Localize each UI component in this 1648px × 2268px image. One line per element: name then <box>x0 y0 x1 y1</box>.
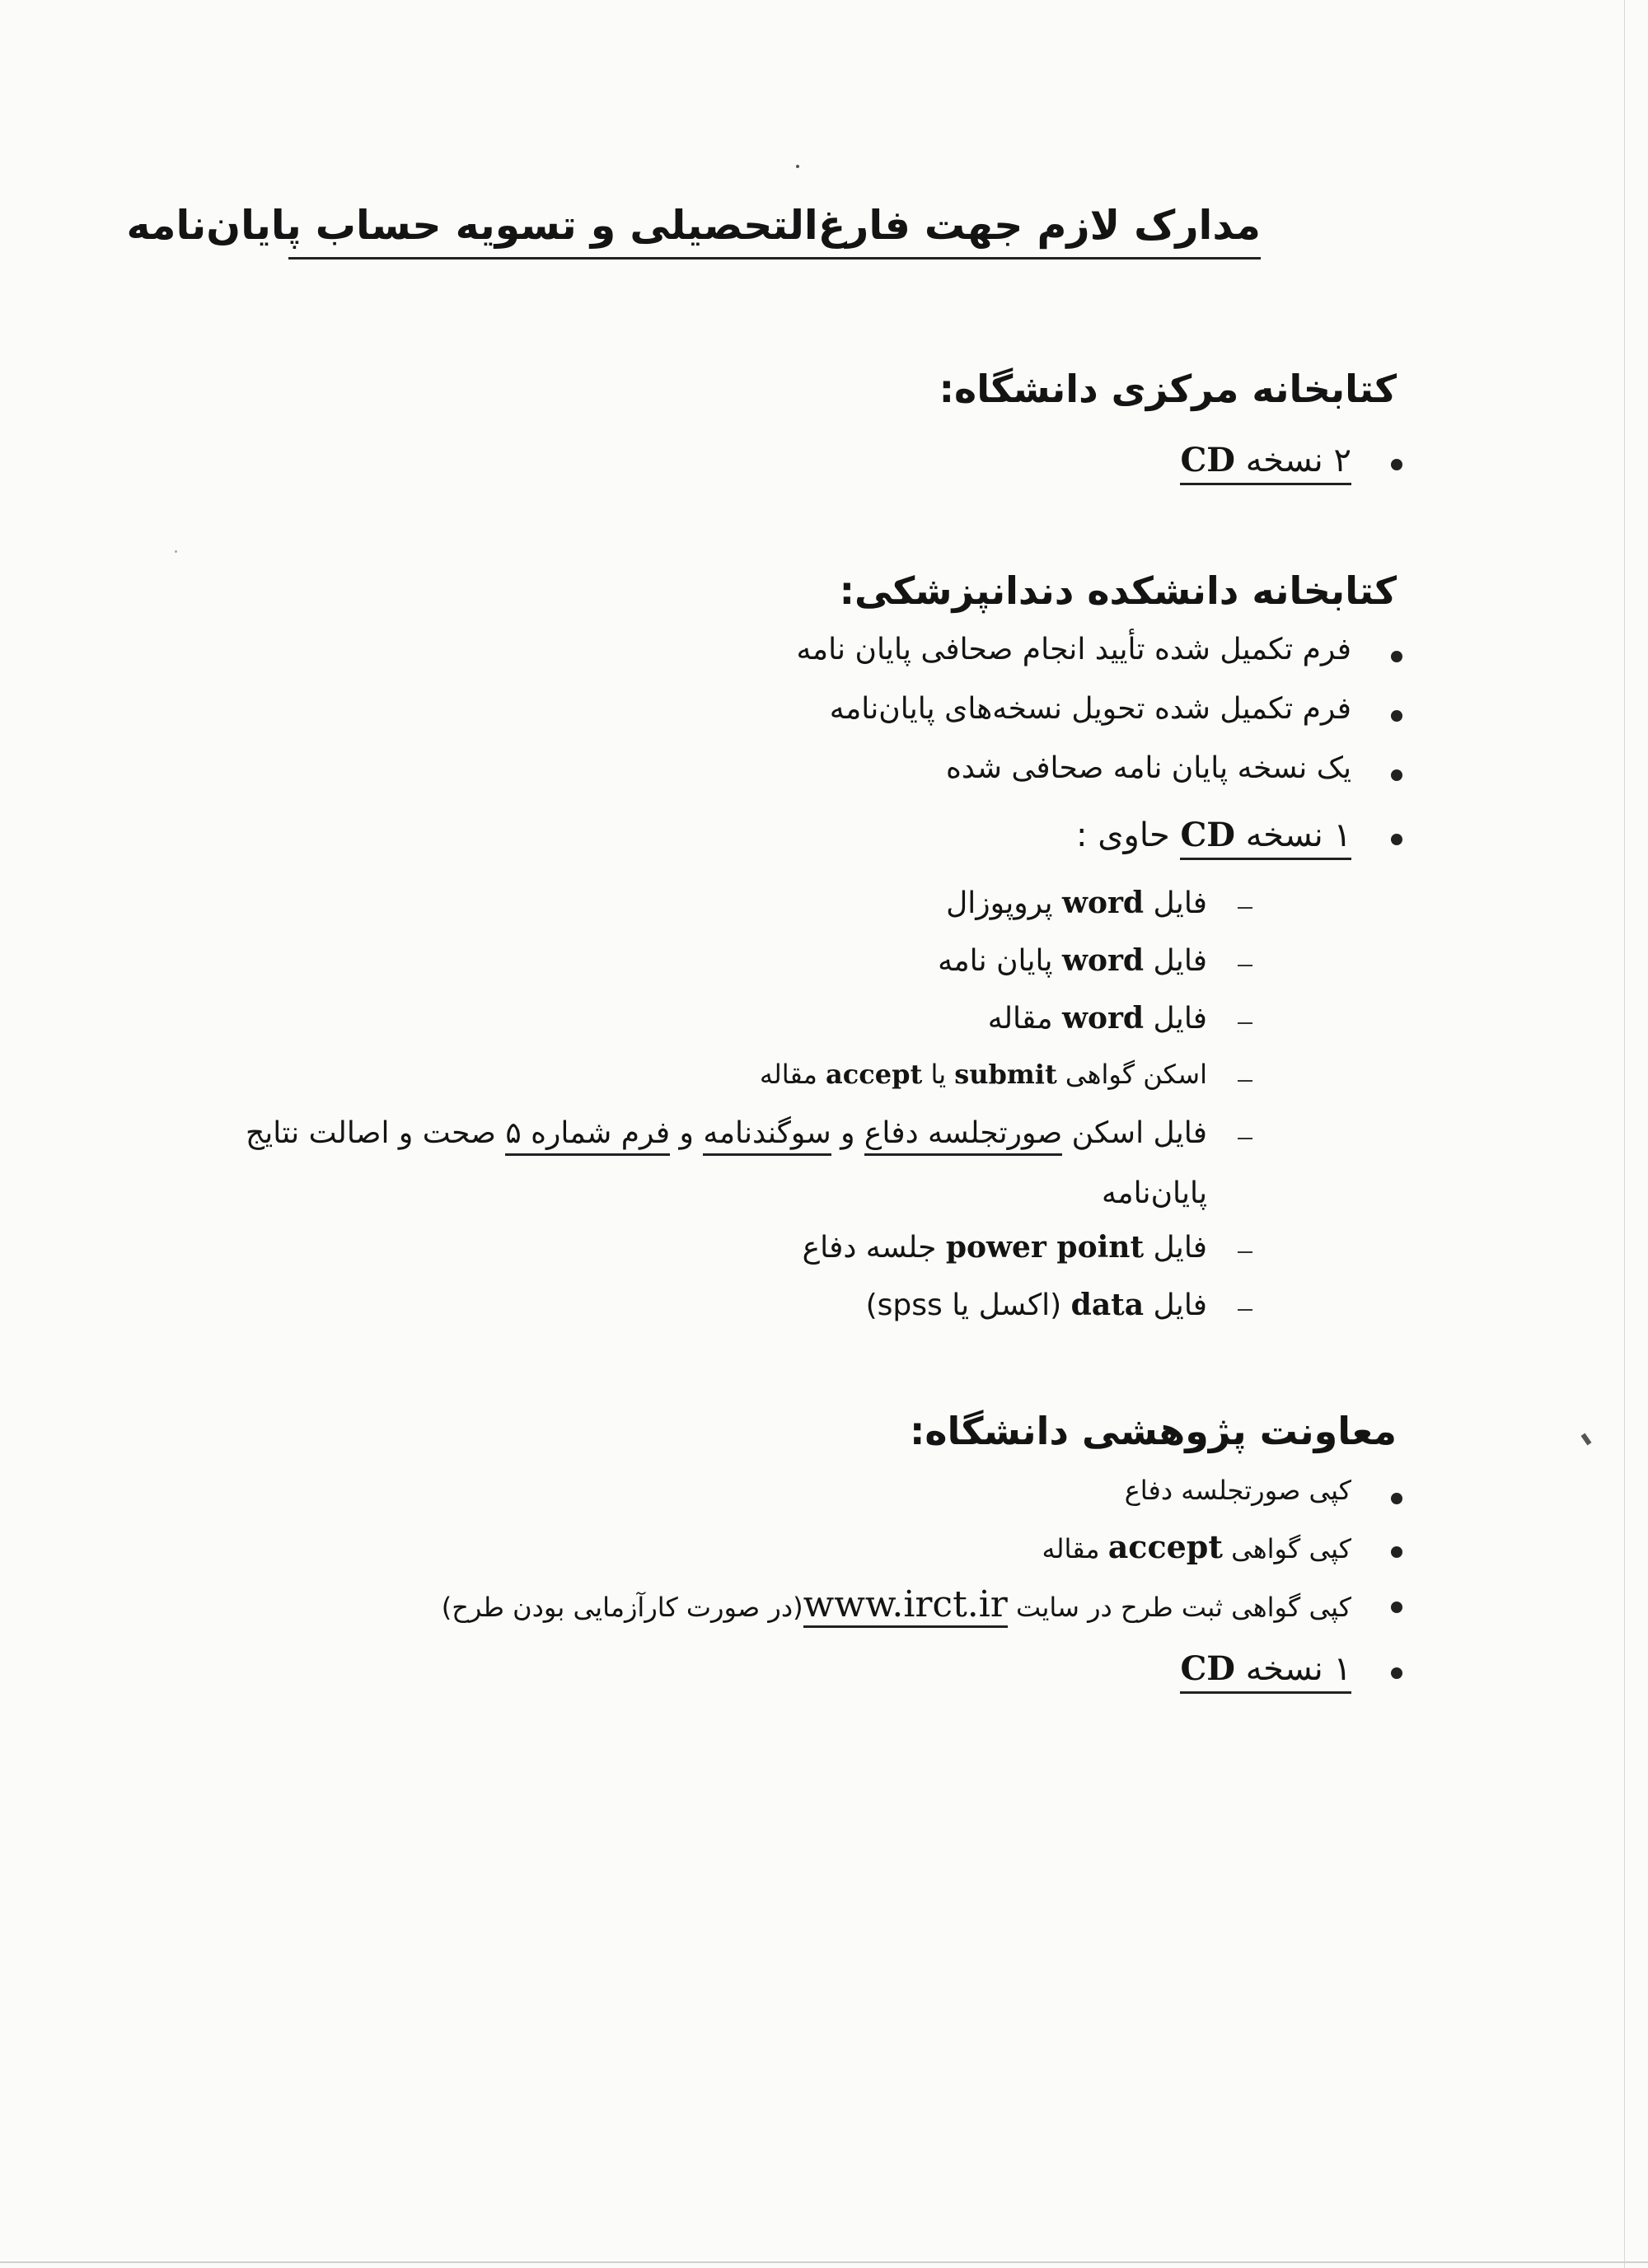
list-item: ۱ نسخه CD حاوی : <box>1076 816 1351 854</box>
underlined-phrase: سوگندنامه <box>703 1116 831 1156</box>
list-item: یک نسخه پایان نامه صحافی شده <box>945 751 1351 785</box>
section-heading-central-library: کتابخانه مرکزی دانشگاه: <box>939 367 1397 411</box>
sub-list-item: فایل data (اکسل یا spss) <box>865 1288 1207 1322</box>
sub-list-item: فایل word مقاله <box>987 1001 1207 1036</box>
list-item: کپی گواهی accept مقاله <box>1042 1528 1351 1565</box>
sub-list-item: فایل word پروپوزال <box>946 886 1207 920</box>
scan-speck <box>796 165 799 168</box>
sub-list-item: اسکن گواهی submit یا accept مقاله <box>759 1059 1207 1090</box>
sub-list-item-continuation: پایان‌نامه <box>1102 1176 1207 1210</box>
section-heading-dental-library: کتابخانه دانشکده دندانپزشکی: <box>839 568 1397 613</box>
page-title: مدارک لازم جهت فارغ‌التحصیلی و تسویه حساب پایان‌نامه <box>288 202 1261 260</box>
underlined-phrase: ۱ نسخه CD <box>1180 1650 1351 1694</box>
sub-list-item: فایل power point جلسه دفاع <box>802 1230 1207 1265</box>
sub-list-item: فایل اسکن صورتجلسه دفاع و سوگندنامه و فرم شماره ۵ صحت و اصالت نتایج <box>246 1116 1207 1150</box>
scan-speck <box>175 550 177 553</box>
list-item <box>1180 441 1351 479</box>
list-item <box>1180 1649 1351 1688</box>
list-item: کپی گواهی ثبت طرح در سایت www.irct.ir(در صورت کارآزمایی بودن طرح) <box>442 1583 1351 1625</box>
underlined-phrase: ۲ نسخه CD <box>1180 442 1351 485</box>
underlined-phrase: صورتجلسه دفاع <box>864 1116 1062 1156</box>
list-item: کپی صورتجلسه دفاع <box>1124 1475 1351 1506</box>
underlined-phrase: ۱ نسخه CD <box>1180 816 1351 860</box>
scan-edge-line <box>1624 0 1625 2268</box>
section-heading-research-deputy: معاونت پژوهشی دانشگاه: <box>909 1409 1397 1453</box>
list-item: فرم تکمیل شده تحویل نسخه‌های پایان‌نامه <box>829 692 1351 726</box>
sub-list-item: فایل word پایان نامه <box>938 943 1207 978</box>
list-item: فرم تکمیل شده تأیید انجام صحافی پایان نامه <box>796 633 1351 666</box>
scan-bottom-line <box>0 2261 1648 2263</box>
irct-website-link[interactable]: www.irct.ir <box>803 1583 1008 1628</box>
underlined-phrase: فرم شماره ۵ <box>505 1116 670 1156</box>
scan-speck <box>1581 1433 1592 1446</box>
